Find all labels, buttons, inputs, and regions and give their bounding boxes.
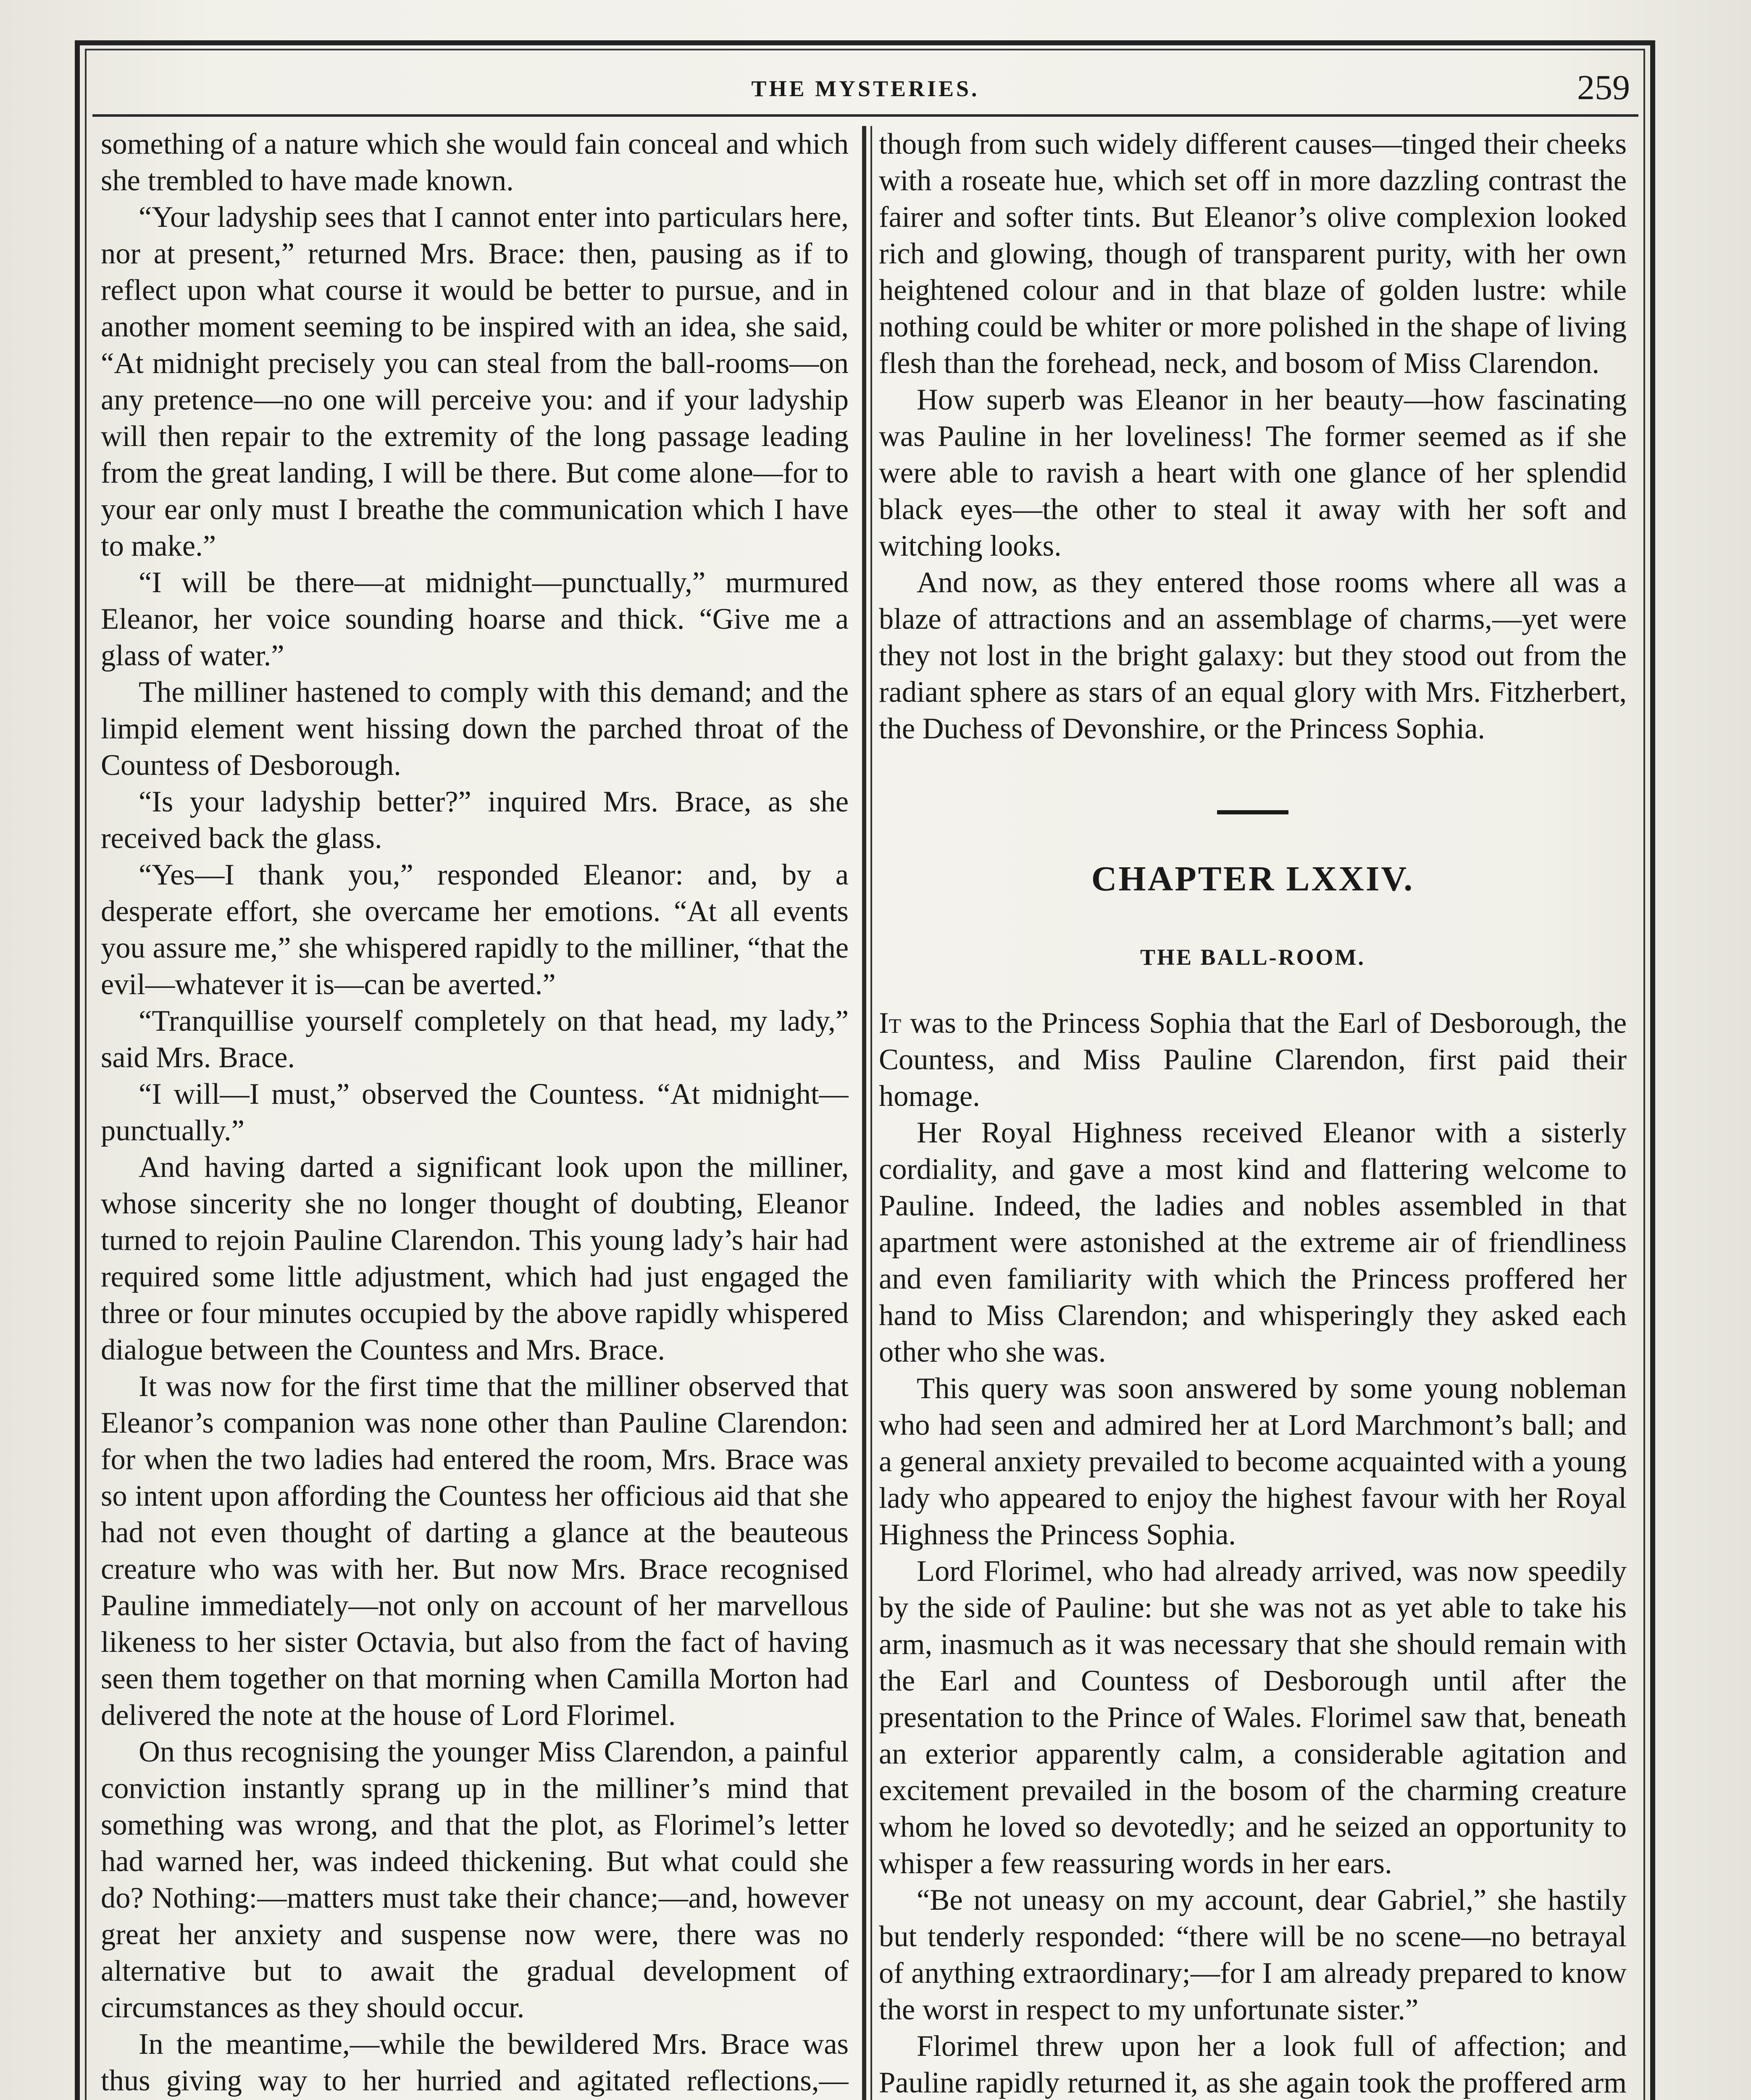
running-title: THE MYSTERIES. [751, 76, 980, 101]
paragraph: Florimel threw upon her a look full of affection; and Pauline rapidly returned it, as she again took the proffered arm [879, 2030, 1627, 2099]
paragraph: How superb was Eleanor in her beauty—how fascinating was Pauline in her loveliness! The former seemed as if she were able to ravish a heart with one glance of her splendid black eyes—the other to steal it away with her soft and witching looks. [879, 383, 1627, 562]
paragraph: “Tranquillise yourself completely on that head, my lady,” said Mrs. Brace. [101, 1005, 849, 1074]
chapter-opening-word: It [879, 1007, 902, 1040]
paragraph: Lord Florimel, who had already arrived, was now speedily by the side of Pauline: but she was not as yet able to take his arm, inasmuch as it was necessary that she should remain with the Earl and Countess of Desborough until after the presentation to the Prince of Wales. Florimel saw that, beneath an exterior apparently calm, a considerable agitation and excitement prevailed in the bosom of the charming creature whom he loved so devotedly; and he seized an opportunity to whisper a few reassuring words in her ears. [879, 1555, 1627, 1880]
left-column [101, 126, 849, 2100]
paragraph: It was now for the first time that the milliner observed that Eleanor’s companion was none other than Pauline Clarendon: for when the two ladies had entered the room, Mrs. Brace was so intent upon affording the Countess her officious aid that she had not even thought of darting a glance at the beauteous creature who was with her. But now Mrs. Brace recognised Pauline immediately—not only on account of her marvellous likeness to her sister Octavia, but also from the fact of having seen them together on that morning when Camilla Morton had delivered the note at the house of Lord Florimel. [101, 1370, 849, 1732]
running-head [92, 63, 1638, 109]
chapter-separator-rule [1217, 810, 1288, 814]
paragraph: In the meantime,—while the bewildered Mrs. Brace was thus giving way to her hurried and agitated reflections,— [101, 2028, 849, 2097]
column-divider [862, 126, 866, 2100]
paragraph: Her Royal Highness received Eleanor with a sisterly cordiality, and gave a most kind and flattering welcome to Pauline. Indeed, the ladies and nobles assembled in that apartment were astonished at the extreme air of friendliness and even familiarity with which the Princess proffered her hand to Miss Clarendon; and whisperingly they asked each other who she was. [879, 1116, 1627, 1368]
paragraph: And having darted a significant look upon the milliner, whose sincerity she no longer thought of doubting, Eleanor turned to rejoin Pauline Clarendon. This young lady’s hair had required some little adjustment, which had just engaged the three or four minutes occupied by the above rapidly whispered dialogue between the Countess and Mrs. Brace. [101, 1151, 849, 1366]
paragraph: though from such widely different causes—tinged their cheeks with a roseate hue, which set off in more dazzling contrast the fairer and softer tints. But Eleanor’s olive complexion looked rich and glowing, though of transparent purity, with her own heightened colour and in that blaze of golden lustre: while nothing could be whiter or more polished in the shape of living flesh than the forehead, neck, and bosom of Miss Clarendon. [879, 128, 1627, 380]
chapter-subtitle: THE BALL-ROOM. [1140, 945, 1366, 970]
paragraph: The milliner hastened to comply with this demand; and the limpid element went hissing down the parched throat of the Countess of Desborough. [101, 676, 849, 782]
paragraph: “Your ladyship sees that I cannot enter into particulars here, nor at present,” returned Mrs. Brace: then, pausing as if to reflect upon what course it would be better to pursue, and in another moment seeming to be inspired with an idea, she said, “At midnight precisely you can steal from the ball-rooms—on any pretence—no one will perceive you: and if your ladyship will then repair to the extremity of the long passage leading from the great landing, I will be there. But come alone—for to your ear only must I breathe the communication which I have to make.” [101, 201, 849, 562]
paragraph: “I will—I must,” observed the Countess. “At midnight—punctually.” [101, 1078, 849, 1147]
paragraph: “Is your ladyship better?” inquired Mrs. Brace, as she received back the glass. [101, 785, 849, 855]
right-column [879, 126, 1627, 2100]
chapter-opening-paragraph [879, 1005, 1627, 1115]
page-number: 259 [1577, 68, 1630, 107]
chapter-title: CHAPTER LXXIV. [1091, 859, 1414, 898]
chapter-opening-text: was to the Princess Sophia that the Earl of Desborough, the Countess, and Miss Pauline Clarendon, first paid their homage. [879, 1007, 1627, 1113]
paragraph: something of a nature which she would fain conceal and which she trembled to have made known. [101, 128, 849, 197]
paragraph: On thus recognising the younger Miss Clarendon, a painful conviction instantly sprang up in the milliner’s mind that something was wrong, and that the plot, as Florimel’s letter had warned her, was indeed thickening. But what could she do? Nothing:—matters must take their chance;—and, however great her anxiety and suspense now were, there was no alternative but to await the gradual development of circumstances as they should occur. [101, 1735, 849, 2024]
paragraph: “Be not uneasy on my account, dear Gabriel,” she hastily but tenderly responded: “there will be no scene—no betrayal of anything extraordinary;—for I am already prepared to know the worst in respect to my unfortunate sister.” [879, 1884, 1627, 2026]
paragraph: This query was soon answered by some young nobleman who had seen and admired her at Lord Marchmont’s ball; and a general anxiety prevailed to become acquainted with a young lady who appeared to enjoy the highest favour with her Royal Highness the Princess Sophia. [879, 1372, 1627, 1551]
header-rule [92, 114, 1638, 117]
paragraph: And now, as they entered those rooms where all was a blaze of attractions and an assemblage of charms,—yet were they not lost in the bright galaxy: but they stood out from the radiant sphere as stars of an equal glory with Mrs. Fitzherbert, the Duchess of Devonshire, or the Princess Sophia. [879, 566, 1627, 745]
paragraph: “I will be there—at midnight—punctually,” murmured Eleanor, her voice sounding hoarse and thick. “Give me a glass of water.” [101, 566, 849, 672]
paragraph: “Yes—I thank you,” responded Eleanor: and, by a desperate effort, she overcame her emotions. “At all events you assure me,” she whispered rapidly to the milliner, “that the evil—whatever it is—can be averted.” [101, 858, 849, 1001]
column-divider-thin [870, 126, 872, 2100]
